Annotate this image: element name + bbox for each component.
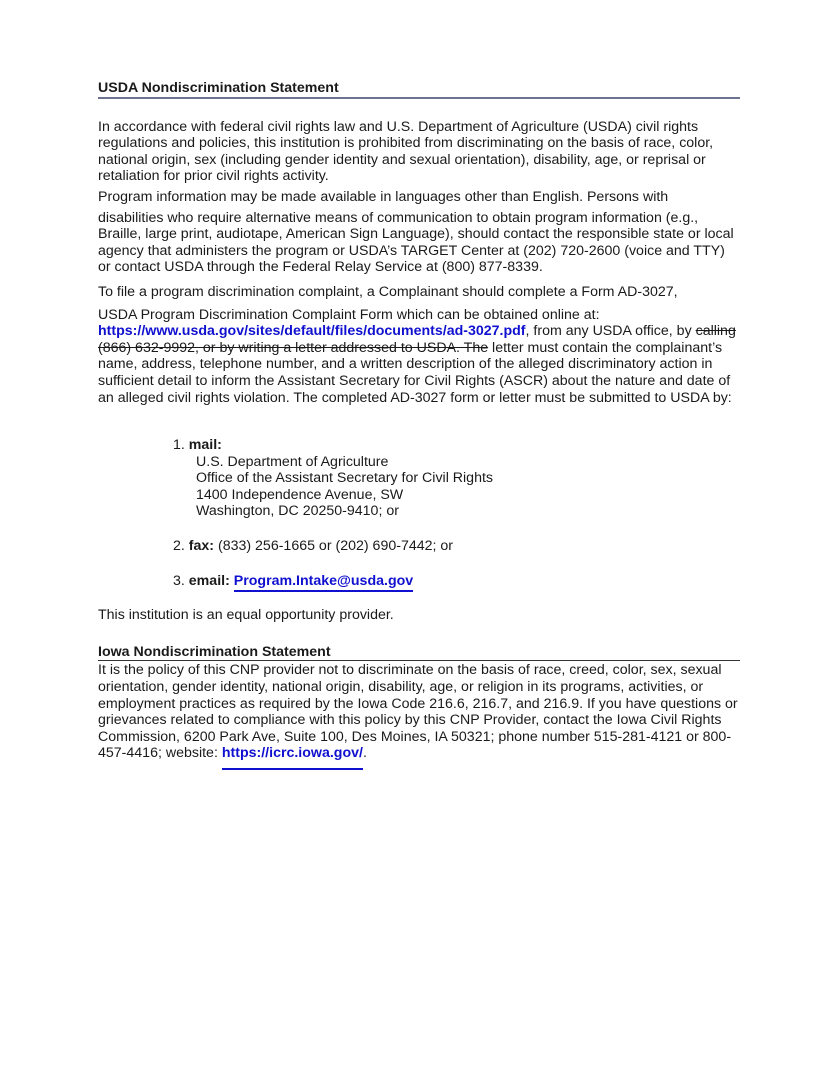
address-line: Washington, DC 20250-9410; or (196, 503, 399, 520)
complaint-form-link[interactable]: https://www.usda.gov/sites/default/files/documents/ad-3027.pdf (98, 323, 526, 340)
usda-heading-rule (98, 97, 740, 99)
usda-paragraph-1: In accordance with federal civil rights law and U.S. Department of Agriculture (USDA) civil rights regulations and policies, this institution is prohibited from discriminating on the basis of race, color, national origin, sex (including gender identity and sexual orientation), disability, age, or reprisal or retaliation for prior civil rights activity. (98, 118, 714, 185)
mail-label: mail: (188, 437, 222, 454)
document-content (98, 80, 740, 762)
iowa-heading: Iowa Nondiscrimination Statement (98, 643, 331, 660)
submission-methods-list (98, 437, 740, 589)
usda-paragraph-3-line-1: To file a program discrimination complaint, a Complainant should complete a Form AD-3027, (98, 283, 678, 300)
email-number: 3. (173, 572, 185, 589)
list-item-email (173, 573, 740, 590)
complaint-form-text: USDA Program Discrimination Complaint Form which can be obtained online at: (98, 306, 600, 323)
iowa-statement-text: It is the policy of this CNP provider not to discriminate on the basis of race, creed, color, sex, sexual orientation, gender identity, national origin, disability, age, or religion in its programs, activities, or employment practices as required by the Iowa Code 216.6, 216.7, and 216.9. If you have questions or grievances related to compliance with this policy by this CNP Provider, contact the Iowa Civil Rights Commission, 6200 Park Ave, Suite 100, Des Moines, IA 50321; phone number 515-281-4121 or 800-457-4416; website: (98, 662, 738, 762)
list-item-fax (173, 538, 740, 555)
usda-paragraph-2-line-1: Program information may be made available in languages other than English. Persons with (98, 188, 669, 205)
complaint-office-text: , from any USDA office, by (525, 323, 696, 340)
complaint-letter-text: letter must contain the complainant’s name, address, telephone number, and a written description of the alleged discriminatory action in sufficient detail to inform the Assistant Secretary for Civil Rights (ASCR) about the nature and date of an alleged civil rights violation. The completed AD-3027 form or letter must be submitted to USDA by: (98, 339, 732, 406)
fax-number: 2. (173, 538, 185, 555)
address-line: 1400 Independence Avenue, SW (196, 486, 404, 503)
email-link[interactable]: Program.Intake@usda.gov (234, 573, 413, 592)
iowa-trailing-period: . (362, 745, 367, 762)
address-line: Office of the Assistant Secretary for Civil Rights (196, 470, 494, 487)
usda-paragraph-3-rest (98, 307, 740, 407)
fax-label: fax: (188, 538, 215, 555)
list-item-mail (173, 437, 740, 520)
fax-text: (833) 256-1665 or (202) 690-7442; or (214, 538, 454, 555)
iowa-heading-rule (98, 660, 740, 661)
iowa-statement (98, 662, 740, 762)
usda-heading: USDA Nondiscrimination Statement (98, 80, 339, 96)
mail-number: 1. (173, 437, 185, 454)
email-label: email: (188, 572, 230, 589)
address-line: U.S. Department of Agriculture (196, 453, 389, 470)
iowa-website-link[interactable]: https://icrc.iowa.gov/ (222, 745, 363, 770)
equal-opportunity-statement: This institution is an equal opportunity provider. (98, 607, 394, 624)
mail-address (173, 454, 740, 520)
usda-paragraph-2-rest: disabilities who require alternative means of communication to obtain program information (e.g., Braille, large print, audiotape, American Sign Language), should contact the responsible state or local agency that administers the program or USDA’s TARGET Center at (202) 720-2600 (voice and TTY) or contact USDA through the Federal Relay Service at (800) 877-8339. (98, 209, 734, 276)
struck-through-text: calling (866) 632-9992, or by writing a letter addressed to USDA. The (98, 323, 736, 356)
